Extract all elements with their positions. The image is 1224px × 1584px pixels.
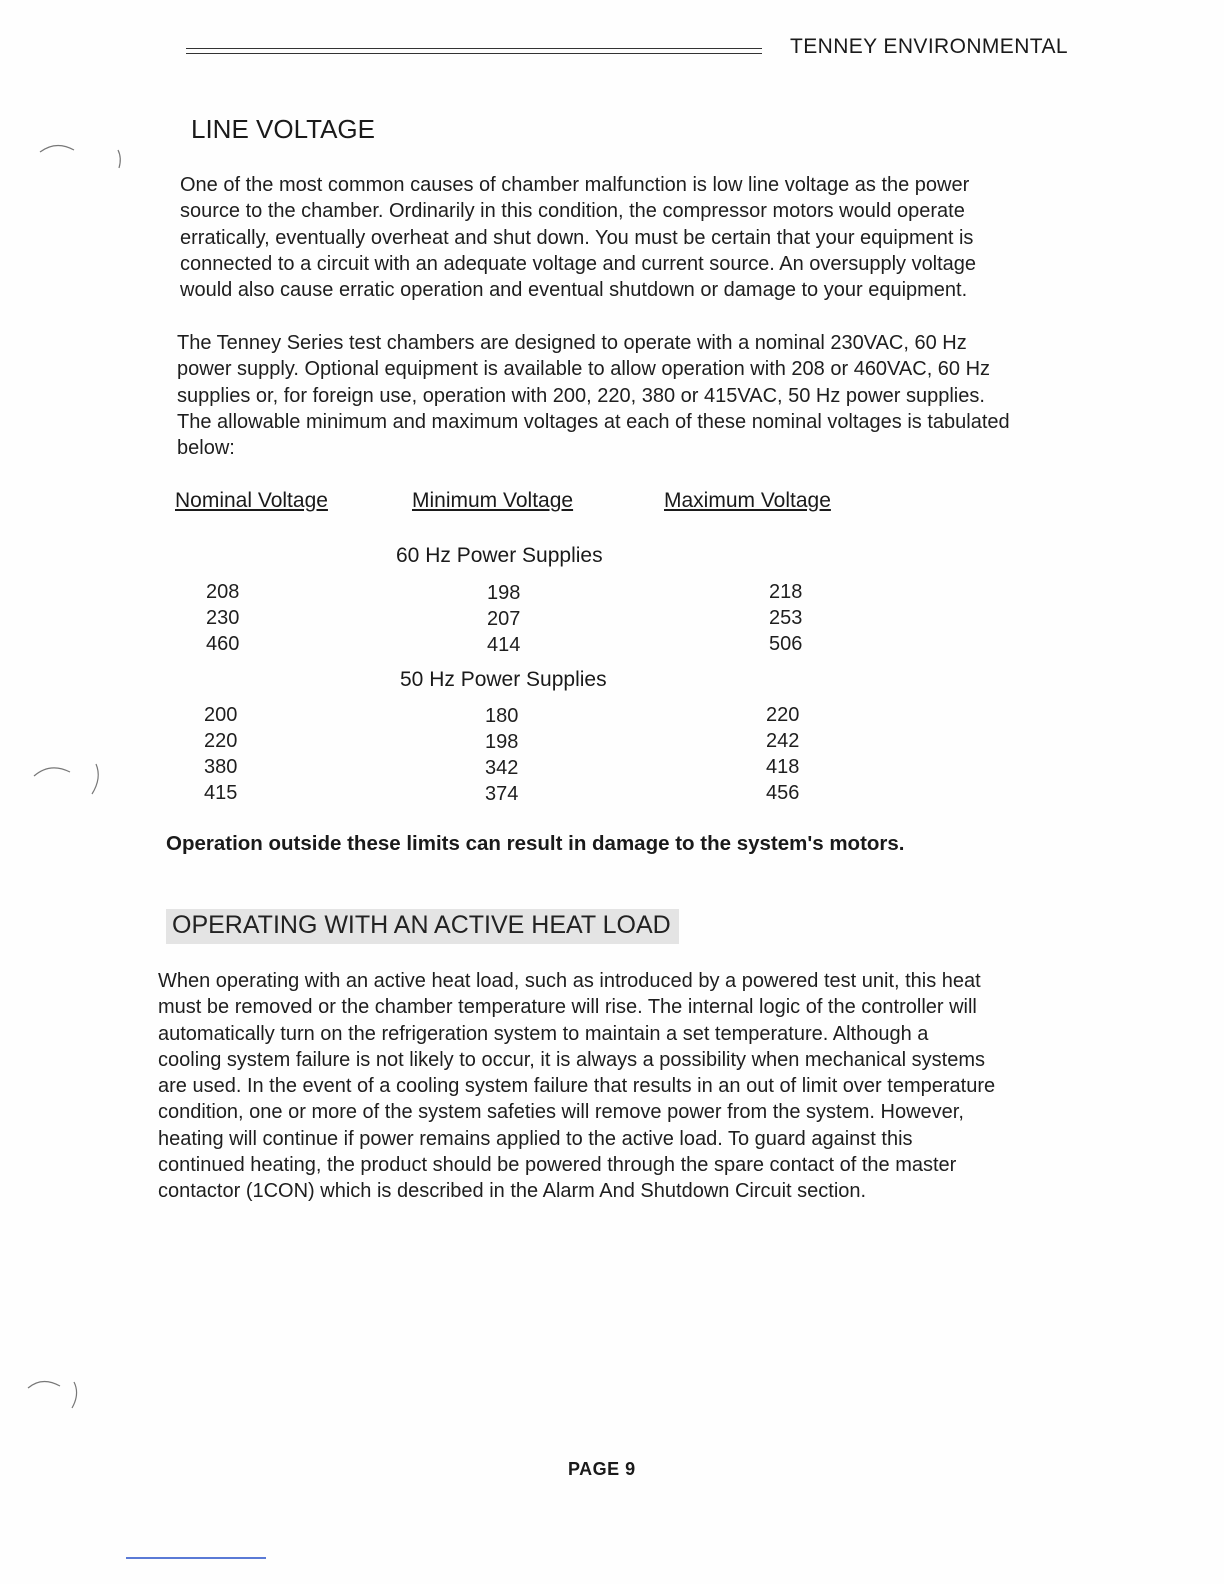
table-cell: 220 bbox=[204, 730, 238, 752]
table-column-nominal-50hz bbox=[204, 702, 237, 806]
table-cell: 414 bbox=[487, 634, 521, 656]
voltage-limits-warning: Operation outside these limits can result in damage to the system's motors. bbox=[166, 832, 905, 855]
paragraph-line: erratically, eventually overheat and shut down. You must be certain that your equipment is bbox=[180, 226, 974, 249]
header-rule bbox=[186, 48, 762, 54]
table-group-title-60hz: 60 Hz Power Supplies bbox=[396, 544, 603, 567]
binder-hole-shadow-middle bbox=[30, 758, 120, 802]
paragraph-line: supplies or, for foreign use, operation with 200, 220, 380 or 415VAC, 50 Hz power supplies. bbox=[177, 384, 985, 407]
table-cell: 200 bbox=[204, 704, 238, 726]
table-cell: 220 bbox=[766, 704, 800, 726]
table-cell: 415 bbox=[204, 782, 238, 804]
paragraph-line: When operating with an active heat load, such as introduced by a powered test unit, this heat bbox=[158, 970, 981, 992]
table-cell: 418 bbox=[766, 756, 800, 778]
paragraph-line: would also cause erratic operation and eventual shutdown or damage to your equipment. bbox=[180, 279, 968, 302]
table-cell: 460 bbox=[206, 633, 240, 655]
table-header-nominal: Nominal Voltage bbox=[175, 489, 328, 512]
heat-load-paragraph bbox=[158, 968, 1098, 1205]
table-column-minimum-50hz bbox=[485, 703, 518, 807]
table-column-nominal-60hz bbox=[206, 579, 239, 657]
table-cell: 198 bbox=[487, 582, 521, 604]
table-cell: 208 bbox=[206, 581, 240, 603]
binder-hole-mark-top bbox=[110, 146, 130, 176]
section-heading-heat-load: OPERATING WITH AN ACTIVE HEAT LOAD bbox=[166, 909, 679, 944]
paragraph-line: condition, one or more of the system safeties will remove power from the system. However, bbox=[158, 1101, 964, 1124]
table-header-minimum: Minimum Voltage bbox=[412, 489, 574, 512]
section-heading-line-voltage: LINE VOLTAGE bbox=[191, 114, 375, 144]
paragraph-line: connected to a circuit with an adequate voltage and current source. An oversupply voltage bbox=[180, 252, 977, 275]
line-voltage-paragraph-1 bbox=[180, 172, 1100, 303]
header-company: TENNEY ENVIRONMENTAL bbox=[790, 35, 1068, 58]
table-cell: 253 bbox=[769, 607, 803, 629]
paragraph-line: cooling system failure is not likely to occur, it is always a possibility when mechanical systems bbox=[158, 1048, 985, 1071]
paragraph-line: must be removed or the chamber temperature will rise. The internal logic of the controller will bbox=[158, 996, 977, 1019]
paragraph-line: are used. In the event of a cooling system failure that results in an out of limit over temperature bbox=[158, 1075, 996, 1098]
table-cell: 456 bbox=[766, 782, 800, 804]
table-cell: 207 bbox=[487, 608, 521, 630]
table-cell: 218 bbox=[769, 581, 803, 603]
binder-hole-shadow-top bbox=[36, 138, 106, 178]
scan-edge-line bbox=[126, 1557, 266, 1559]
table-cell: 342 bbox=[485, 757, 519, 779]
paragraph-line: below: bbox=[177, 437, 235, 460]
table-cell: 230 bbox=[206, 607, 240, 629]
table-cell: 180 bbox=[485, 705, 519, 727]
paragraph-line: The Tenney Series test chambers are designed to operate with a nominal 230VAC, 60 Hz bbox=[177, 332, 967, 354]
table-column-maximum-50hz bbox=[766, 702, 799, 806]
table-group-title-50hz: 50 Hz Power Supplies bbox=[400, 668, 607, 691]
table-header-maximum: Maximum Voltage bbox=[664, 489, 831, 512]
paragraph-line: power supply. Optional equipment is available to allow operation with 208 or 460VAC, 60 Hz bbox=[177, 358, 991, 381]
table-cell: 198 bbox=[485, 731, 519, 753]
table-column-minimum-60hz bbox=[487, 580, 520, 658]
paragraph-line: automatically turn on the refrigeration system to maintain a set temperature. Although a bbox=[158, 1022, 929, 1045]
paragraph-line: heating will continue if power remains applied to the active load. To guard against this bbox=[158, 1127, 913, 1150]
table-cell: 242 bbox=[766, 730, 800, 752]
paragraph-line: continued heating, the product should be powered through the spare contact of the master bbox=[158, 1154, 957, 1177]
page-number: PAGE 9 bbox=[568, 1459, 636, 1479]
table-column-maximum-60hz bbox=[769, 579, 802, 657]
line-voltage-paragraph-2 bbox=[177, 330, 1107, 461]
paragraph-line: source to the chamber. Ordinarily in this condition, the compressor motors would operate bbox=[180, 200, 965, 223]
paragraph-line: The allowable minimum and maximum voltages at each of these nominal voltages is tabulated bbox=[177, 410, 1010, 433]
paragraph-line: contactor (1CON) which is described in the Alarm And Shutdown Circuit section. bbox=[158, 1180, 867, 1203]
binder-hole-shadow-bottom bbox=[24, 1374, 94, 1414]
paragraph-line: One of the most common causes of chamber malfunction is low line voltage as the power bbox=[180, 174, 970, 196]
table-cell: 380 bbox=[204, 756, 238, 778]
table-cell: 374 bbox=[485, 783, 519, 805]
table-cell: 506 bbox=[769, 633, 803, 655]
